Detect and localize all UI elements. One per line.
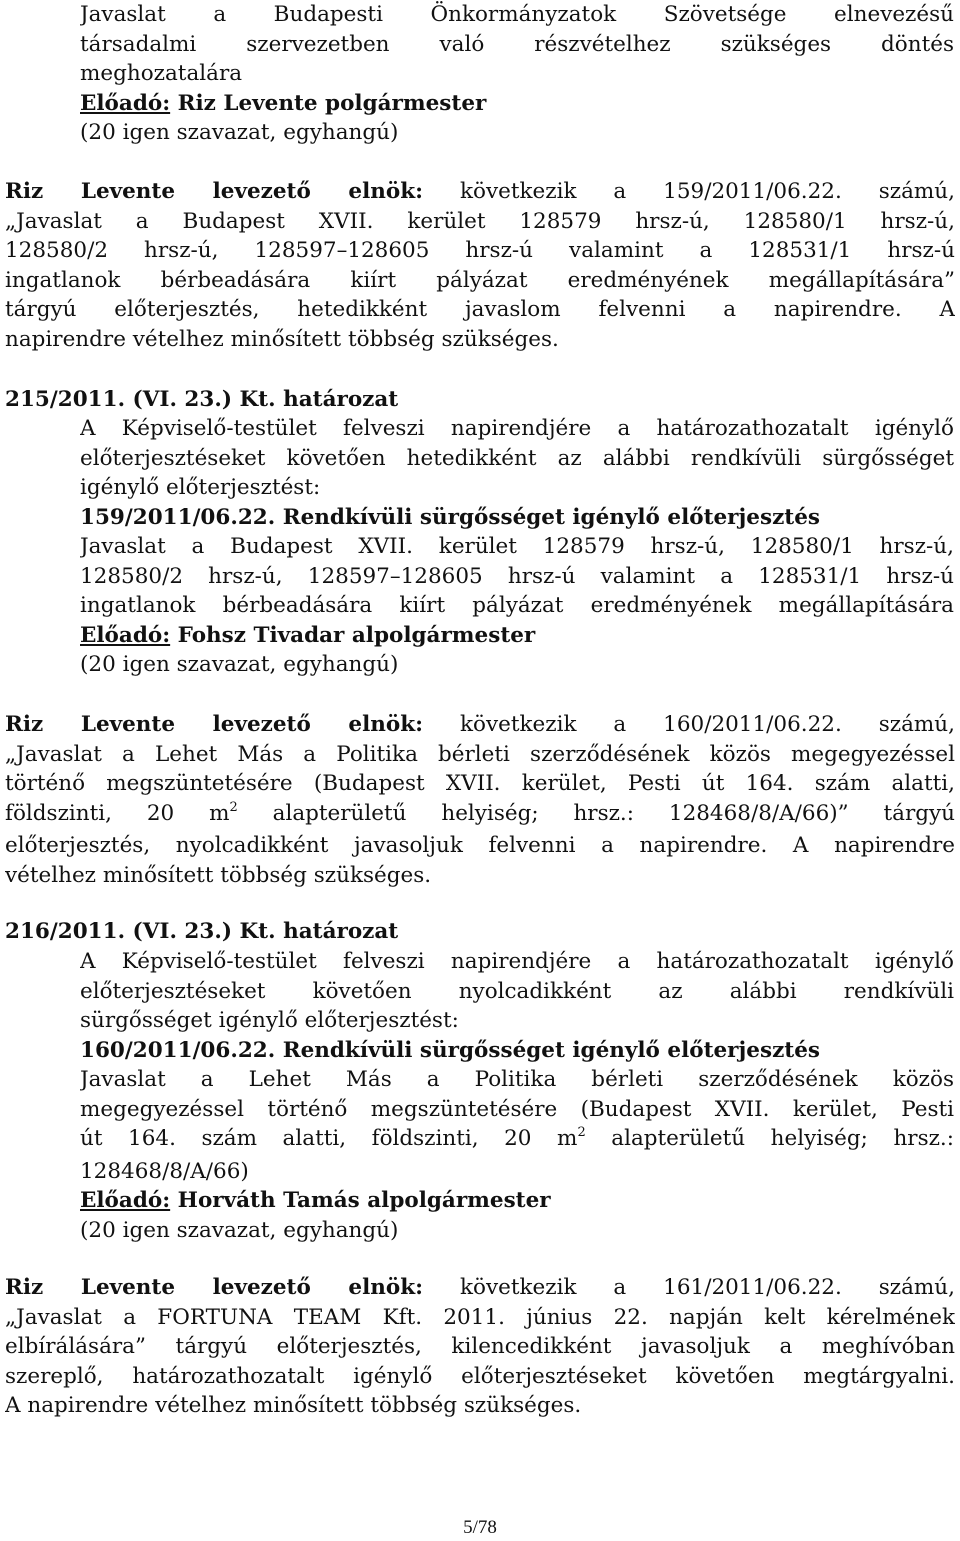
text-line: „Javaslat a Budapest XVII. kerület 128579 hrsz-ú, 128580/1 hrsz-ú, bbox=[5, 208, 955, 234]
text-fragment: út 164. szám alatti, földszinti, 20 m bbox=[80, 1126, 578, 1151]
agenda-item-proposal bbox=[80, 0, 954, 148]
text-line: szereplő, határozathozatalt igénylő előterjesztéseket követően megtárgyalni. bbox=[5, 1363, 955, 1389]
text-fragment: alapterületű helyiség; hrsz.: 128468/8/A/66)” tárgyú bbox=[237, 800, 955, 826]
text-line: történő megszüntetésére (Budapest XVII. kerület, Pesti út 164. szám alatti, bbox=[5, 771, 955, 796]
text-line bbox=[5, 710, 955, 740]
chair-statement bbox=[5, 710, 955, 890]
text-line: A Képviselő-testület felveszi napirendjére a határozathozatalt igénylő bbox=[80, 949, 954, 974]
resolution-heading bbox=[5, 917, 955, 947]
text-line: A Képviselő-testület felveszi napirendjére a határozathozatalt igénylő bbox=[80, 416, 954, 441]
item-title: 159/2011/06.22. Rendkívüli sürgősséget igénylő előterjesztés bbox=[80, 504, 820, 530]
chair-statement bbox=[5, 177, 955, 354]
statement-text: következik a 161/2011/06.22. számú, bbox=[423, 1275, 955, 1300]
vote-result: (20 igen szavazat, egyhangú) bbox=[80, 120, 399, 145]
presenter-line bbox=[80, 89, 954, 119]
vote-result: (20 igen szavazat, egyhangú) bbox=[80, 652, 399, 677]
text-line: igénylő előterjesztést: bbox=[80, 475, 321, 500]
text-line: Javaslat a Budapest XVII. kerület 128579 hrsz-ú, 128580/1 hrsz-ú, bbox=[80, 534, 954, 559]
presenter-label: Előadó: bbox=[80, 1188, 171, 1213]
resolution-body bbox=[80, 947, 954, 1245]
presenter-label: Előadó: bbox=[80, 90, 171, 116]
text-line: napirendre vételhez minősített többség szükséges. bbox=[5, 326, 559, 352]
statement-text: következik a 160/2011/06.22. számú, bbox=[423, 712, 955, 737]
speaker-label: Riz Levente levezető elnök: bbox=[5, 1275, 424, 1300]
text-line: vételhez minősített többség szükséges. bbox=[5, 862, 432, 888]
page-number: 5/78 bbox=[463, 1517, 497, 1538]
chair-statement bbox=[5, 1273, 955, 1421]
text-line: társadalmi szervezetben való részvételhez szükséges döntés bbox=[80, 31, 954, 57]
text-line: ingatlanok bérbeadására kiírt pályázat eredményének megállapítására bbox=[80, 593, 954, 618]
presenter-label: Előadó: bbox=[80, 622, 171, 648]
superscript: 2 bbox=[229, 799, 238, 815]
presenter-name: Horváth Tamás alpolgármester bbox=[170, 1188, 551, 1213]
text-line: tárgyú előterjesztés, hetedikként javaslom felvenni a napirendre. A bbox=[5, 297, 955, 322]
presenter-name: Riz Levente polgármester bbox=[170, 90, 487, 116]
text-line: elbírálására” tárgyú előterjesztés, kilencedikként javasoljuk a meghívóban bbox=[5, 1334, 955, 1359]
text-line: „Javaslat a FORTUNA TEAM Kft. 2011. június 22. napján kelt kérelmének bbox=[5, 1304, 955, 1330]
text-line: Javaslat a Budapesti Önkormányzatok Szövetsége elnevezésű bbox=[80, 2, 954, 27]
presenter-line bbox=[80, 621, 954, 651]
text-line: 128580/2 hrsz-ú, 128597–128605 hrsz-ú valamint a 128531/1 hrsz-ú bbox=[5, 238, 955, 263]
text-fragment: alapterületű helyiség; hrsz.: bbox=[585, 1126, 954, 1151]
resolution-heading bbox=[5, 385, 955, 415]
text-line: Javaslat a Lehet Más a Politika bérleti szerződésének közös bbox=[80, 1067, 954, 1092]
speaker-label: Riz Levente levezető elnök: bbox=[5, 179, 424, 204]
text-line: A napirendre vételhez minősített többség szükséges. bbox=[5, 1393, 582, 1418]
text-line bbox=[5, 799, 955, 832]
resolution-number: 216/2011. (VI. 23.) Kt. határozat bbox=[5, 919, 399, 944]
text-line: ingatlanok bérbeadására kiírt pályázat eredményének megállapítására” bbox=[5, 267, 955, 293]
text-line: 128468/8/A/66) bbox=[80, 1158, 249, 1184]
text-line bbox=[80, 1124, 954, 1157]
resolution-body bbox=[80, 414, 954, 680]
text-line: 128580/2 hrsz-ú, 128597–128605 hrsz-ú valamint a 128531/1 hrsz-ú bbox=[80, 563, 954, 589]
presenter-name: Fohsz Tivadar alpolgármester bbox=[170, 622, 536, 648]
text-line: „Javaslat a Lehet Más a Politika bérleti szerződésének közös megegyezéssel bbox=[5, 741, 955, 767]
presenter-line bbox=[80, 1186, 954, 1216]
text-line: meghozatalára bbox=[80, 61, 243, 86]
speaker-label: Riz Levente levezető elnök: bbox=[5, 712, 424, 737]
resolution-number: 215/2011. (VI. 23.) Kt. határozat bbox=[5, 387, 399, 412]
text-line: előterjesztéseket követően hetedikként az alábbi rendkívüli sürgősséget bbox=[80, 445, 954, 471]
text-line: előterjesztéseket követően nyolcadikként az alábbi rendkívüli bbox=[80, 978, 954, 1004]
text-line: megegyezéssel történő megszüntetésére (Budapest XVII. kerület, Pesti bbox=[80, 1096, 954, 1122]
text-line: előterjesztés, nyolcadikként javasoljuk felvenni a napirendre. A napirendre bbox=[5, 833, 955, 858]
text-line bbox=[5, 177, 955, 207]
vote-result: (20 igen szavazat, egyhangú) bbox=[80, 1217, 399, 1243]
statement-text: következik a 159/2011/06.22. számú, bbox=[423, 179, 955, 204]
text-fragment: földszinti, 20 m bbox=[5, 800, 230, 826]
text-line: sürgősséget igénylő előterjesztést: bbox=[80, 1008, 459, 1033]
text-line bbox=[5, 1273, 955, 1303]
superscript: 2 bbox=[577, 1125, 586, 1140]
item-title: 160/2011/06.22. Rendkívüli sürgősséget igénylő előterjesztés bbox=[80, 1037, 820, 1063]
